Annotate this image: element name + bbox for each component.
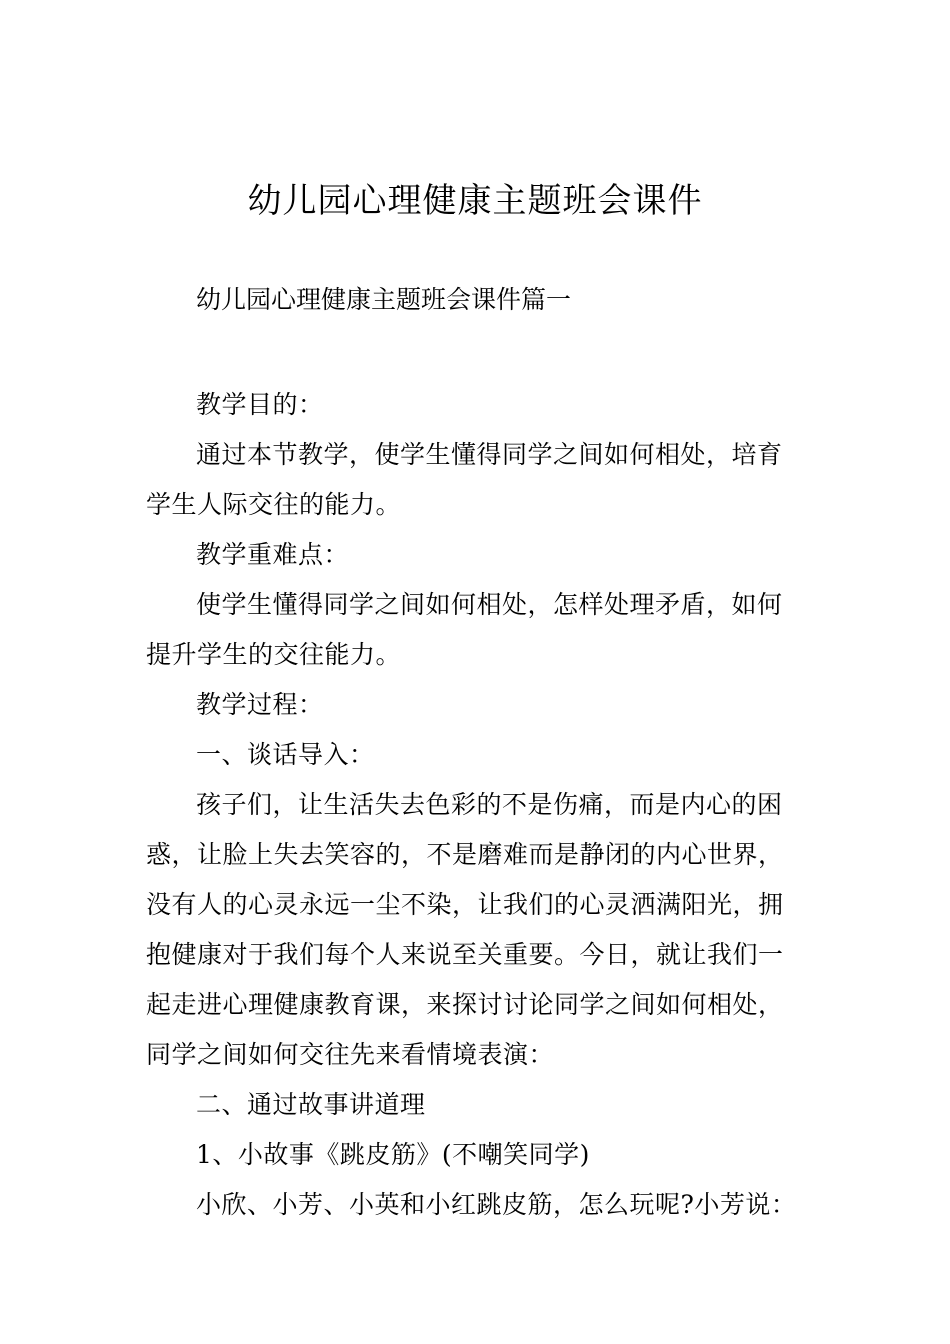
paragraph: 小欣、小芳、小英和小红跳皮筋，怎么玩呢?小芳说： bbox=[196, 1190, 797, 1219]
document-body bbox=[146, 380, 806, 1230]
paragraph: 教学过程： bbox=[196, 690, 324, 719]
paragraph: 教学重难点： bbox=[196, 540, 350, 569]
document-subtitle: 幼儿园心理健康主题班会课件篇一 bbox=[196, 285, 572, 314]
paragraph: 使学生懂得同学之间如何相处，怎样处理矛盾，如何提升学生的交往能力。 bbox=[146, 590, 783, 669]
paragraph: 通过本节教学，使学生懂得同学之间如何相处，培育学生人际交往的能力。 bbox=[146, 440, 783, 519]
paragraph: 1、小故事《跳皮筋》(不嘲笑同学) bbox=[196, 1140, 590, 1169]
paragraph: 一、谈话导入： bbox=[196, 740, 375, 769]
paragraph: 二、通过故事讲道理 bbox=[196, 1090, 426, 1119]
paragraph: 孩子们，让生活失去色彩的不是伤痛，而是内心的困惑，让脸上失去笑容的，不是磨难而是静闭的内心世界，没有人的心灵永远一尘不染，让我们的心灵洒满阳光，拥抱健康对于我们每个人来说至关重要。今日，就让我们一起走进心理健康教育课，来探讨讨论同学之间如何相处，同学之间如何交往先来看情境表演： bbox=[146, 790, 784, 1069]
paragraph: 教学目的： bbox=[196, 390, 324, 419]
document-title: 幼儿园心理健康主题班会课件 bbox=[247, 181, 703, 221]
